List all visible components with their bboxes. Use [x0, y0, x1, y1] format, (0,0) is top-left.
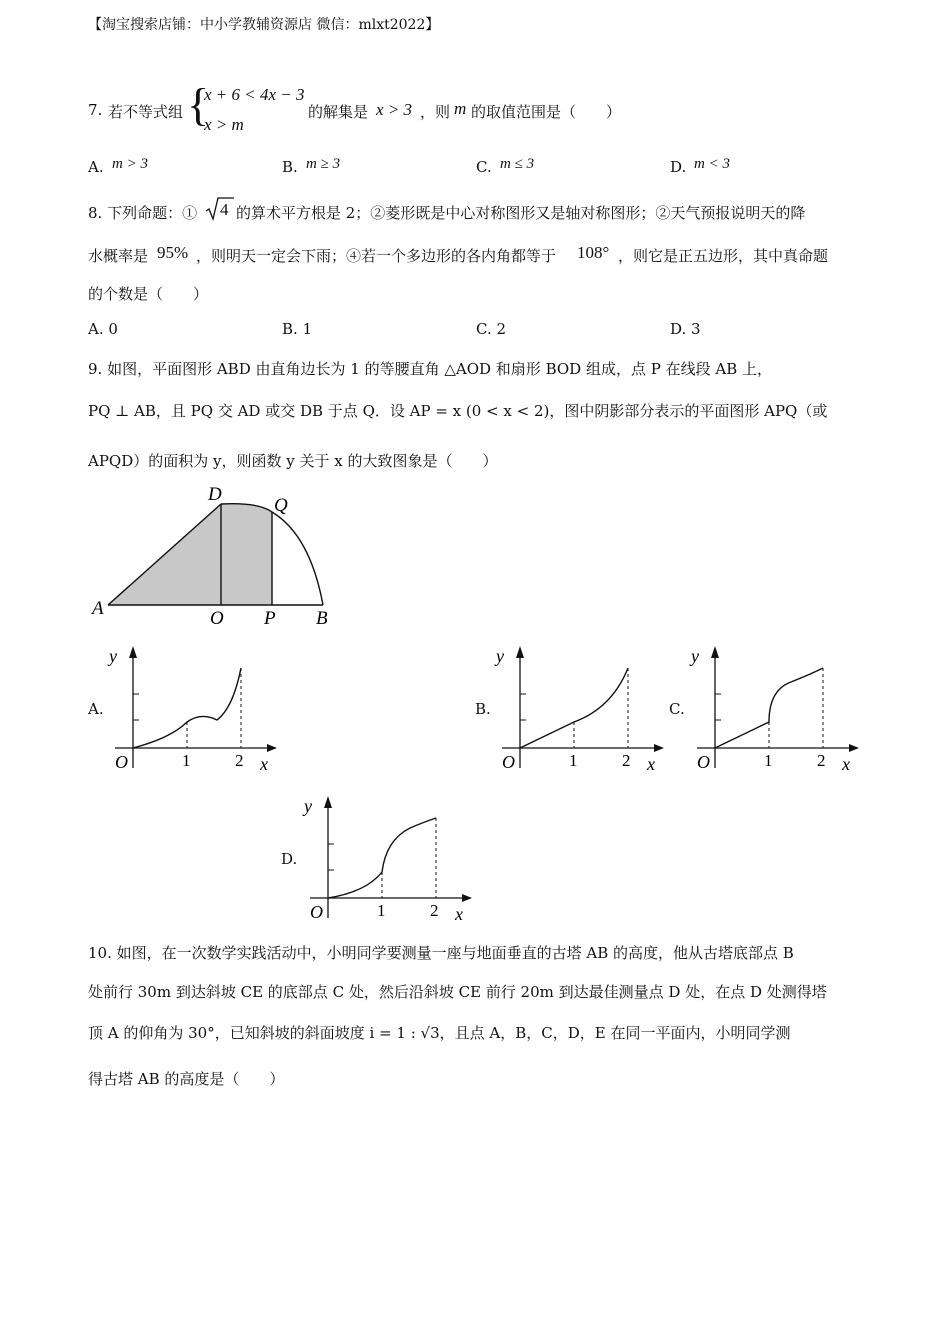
q9-line3: APQD）的面积为 y，则函数 y 关于 x 的大致图象是（ ） — [88, 452, 498, 470]
q8-option-b: B. 1 — [282, 320, 313, 338]
q7-option-c: m ≤ 3 — [500, 156, 535, 172]
q9-option-b-label: B. — [475, 700, 491, 718]
q7-prefix: 若不等式组 — [108, 103, 184, 121]
q8-option-d: D. 3 — [670, 320, 701, 338]
tick-2: 2 — [430, 901, 439, 920]
y-arrow-icon — [324, 796, 332, 808]
q7-mid2: ，则 — [420, 103, 451, 121]
q7-inequality-1: x + 6 < 4x − 3 — [204, 85, 305, 104]
q9-graph-b — [492, 638, 672, 776]
q10-line4: 得古塔 AB 的高度是（ ） — [88, 1070, 285, 1088]
q8-line2-a: 水概率是 — [88, 247, 149, 265]
y-arrow-icon — [129, 646, 137, 658]
axis-x-label: x — [842, 754, 850, 774]
q10-line2: 处前行 30m 到达斜坡 CE 的底部点 C 处，然后沿斜坡 CE 前行 20m 到达最佳测量点 D 处，在点 D 处测得塔 — [88, 983, 827, 1001]
origin-label: O — [502, 752, 515, 772]
label-q: Q — [274, 495, 288, 516]
label-p: P — [264, 608, 276, 629]
q7-number: 7. — [88, 101, 103, 119]
axis-x-label: x — [455, 904, 463, 924]
tick-1: 1 — [182, 751, 191, 770]
q8-line1-b: 的算术平方根是 2；②菱形既是中心对称图形又是轴对称图形；②天气预报说明天的降 — [236, 204, 806, 222]
x-arrow-icon — [654, 744, 664, 752]
q7-option-b: m ≥ 3 — [306, 156, 341, 172]
axis-y-label: y — [691, 646, 699, 666]
q9-graph-c — [687, 638, 867, 776]
y-arrow-icon — [516, 646, 524, 658]
q8-option-a: A. 0 — [88, 320, 118, 338]
label-b: B — [316, 608, 328, 629]
q7-condition: x > 3 — [376, 100, 413, 119]
tick-2: 2 — [235, 751, 244, 770]
q7-suffix: 的取值范围是（ ） — [471, 103, 622, 121]
page-header: 【淘宝搜索店铺：中小学教辅资源店 微信：mlxt2022】 — [88, 17, 440, 33]
q8-option-c: C. 2 — [476, 320, 507, 338]
tick-1: 1 — [569, 751, 578, 770]
axis-x-label: x — [260, 754, 268, 774]
q9-option-a-label: A. — [88, 700, 104, 718]
origin-label: O — [115, 752, 128, 772]
q7-option-d-label: D. — [670, 158, 687, 176]
system-brace: { — [187, 79, 210, 130]
axis-x-label: x — [647, 754, 655, 774]
label-o: O — [210, 608, 224, 629]
q7-option-c-label: C. — [476, 158, 492, 176]
q10-line3: 顶 A 的仰角为 30°，已知斜坡的斜面坡度 i = 1 : √3，且点 A，B，C，D，E 在同一平面内，小明同学测 — [88, 1024, 791, 1042]
q9-figure-abd — [88, 480, 348, 630]
q8-line2-c: ，则它是正五边形，其中真命题 — [618, 247, 829, 265]
q8-line1-a: 8. 下列命题：① — [88, 204, 198, 222]
q9-graph-a — [105, 638, 285, 776]
q9-line1: 9. 如图，平面图形 ABD 由直角边长为 1 的等腰直角 △AOD 和扇形 BOD 组成，点 P 在线段 AB 上， — [88, 360, 772, 378]
q7-inequality-2: x > m — [204, 115, 244, 134]
x-arrow-icon — [849, 744, 859, 752]
label-a: A — [92, 598, 104, 619]
axis-y-label: y — [496, 646, 504, 666]
q8-percent: 95% — [157, 243, 189, 262]
shaded-region — [108, 504, 272, 605]
origin-label: O — [697, 752, 710, 772]
q9-line2: PQ ⊥ AB，且 PQ 交 AD 或交 DB 于点 Q．设 AP = x (0 < x < 2)，图中阴影部分表示的平面图形 APQ（或 — [88, 402, 828, 420]
q9-option-c-label: C. — [669, 700, 685, 718]
x-arrow-icon — [462, 894, 472, 902]
tick-1: 1 — [377, 901, 386, 920]
axis-y-label: y — [304, 796, 312, 816]
q8-angle: 108° — [577, 243, 610, 262]
q9-option-d-label: D. — [281, 850, 298, 868]
q7-mid1: 的解集是 — [308, 103, 369, 121]
q7-option-d: m < 3 — [694, 156, 730, 172]
tick-2: 2 — [817, 751, 826, 770]
q9-graph-d — [300, 788, 480, 926]
axis-y-label: y — [109, 646, 117, 666]
origin-label: O — [310, 902, 323, 922]
q10-line1: 10. 如图，在一次数学实践活动中，小明同学要测量一座与地面垂直的古塔 AB 的高度，他从古塔底部点 B — [88, 944, 794, 962]
q7-option-a-label: A. — [88, 158, 104, 176]
q8-line3: 的个数是（ ） — [88, 285, 209, 303]
q7-var-m: m — [454, 99, 467, 118]
y-arrow-icon — [711, 646, 719, 658]
q8-line2-b: ，则明天一定会下雨；④若一个多边形的各内角都等于 — [196, 247, 557, 265]
x-arrow-icon — [267, 744, 277, 752]
q7-option-b-label: B. — [282, 158, 298, 176]
sqrt-argument: 4 — [220, 200, 229, 219]
tick-1: 1 — [764, 751, 773, 770]
q7-option-a: m > 3 — [112, 156, 148, 172]
label-d: D — [208, 484, 222, 505]
tick-2: 2 — [622, 751, 631, 770]
